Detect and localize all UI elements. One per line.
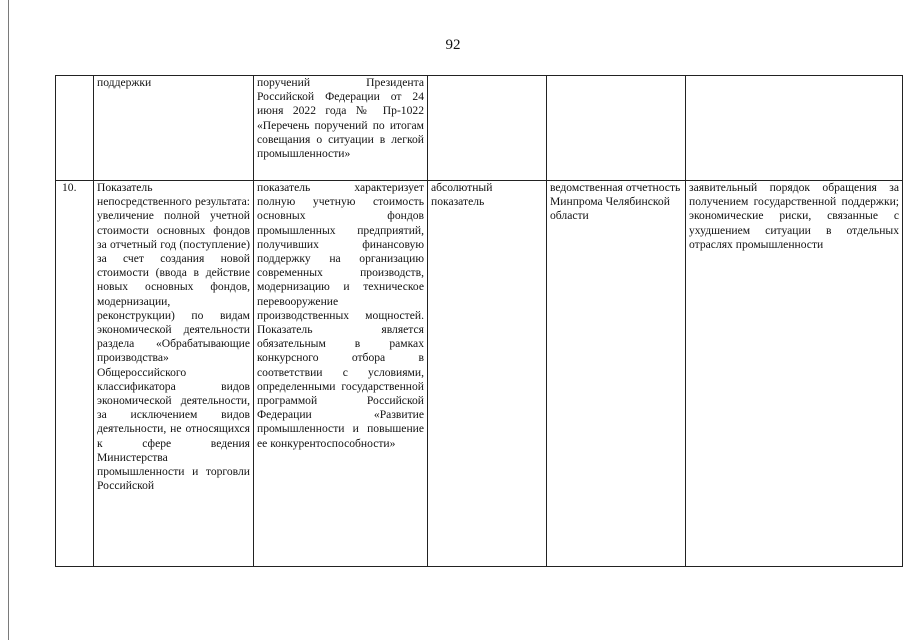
row-number-cell: 10. (56, 181, 94, 567)
page-number: 92 (445, 37, 461, 53)
row-number-cell (56, 76, 94, 181)
indicator-type-cell: абсолютный показатель (428, 181, 547, 567)
indicator-name-cell: поддержки (94, 76, 254, 181)
data-source-cell (547, 76, 686, 181)
indicators-table (55, 75, 903, 567)
indicator-type-cell (428, 76, 547, 181)
risks-cell (686, 76, 903, 181)
indicator-name-cell: Показатель непосредственного результата: увеличение полной учетной стоимости основных фондов за отчетный год (поступление) за счет создания новой стоимости (ввода в действие новых основных фондов, модернизации, реконструкции) по видам экономической деятельности раздела «Обрабатывающие производства» Общероссийского классификатора видов экономической деятельности, за исключением видов деятельности, не относящихся к сфере ведения Министерства промышленности и торговли Российской (94, 181, 254, 567)
risks-cell: заявительный порядок обращения за получением государственной поддержки; экономические риски, связанные с ухудшением ситуации в отдельных отраслях промышленности (686, 181, 903, 567)
table-row (56, 181, 903, 567)
indicator-description-cell: поручений Президента Российской Федерации от 24 июня 2022 года № Пр-1022 «Перечень поручений по итогам совещания о ситуации в легкой промышленности» (254, 76, 428, 181)
data-source-cell: ведомственная отчетность Минпрома Челябинской области (547, 181, 686, 567)
scan-edge-line (8, 0, 9, 640)
table-row (56, 76, 903, 181)
indicator-description-cell: показатель характеризует полную учетную стоимость основных фондов промышленных предприятий, получивших финансовую поддержку на организацию современных производств, модернизацию и техническое перевооружение производственных мощностей. Показатель является обязательным в рамках конкурсного отбора в соответствии с условиями, определенными государственной программой Российской Федерации «Развитие промышленности и повышение ее конкурентоспособности» (254, 181, 428, 567)
